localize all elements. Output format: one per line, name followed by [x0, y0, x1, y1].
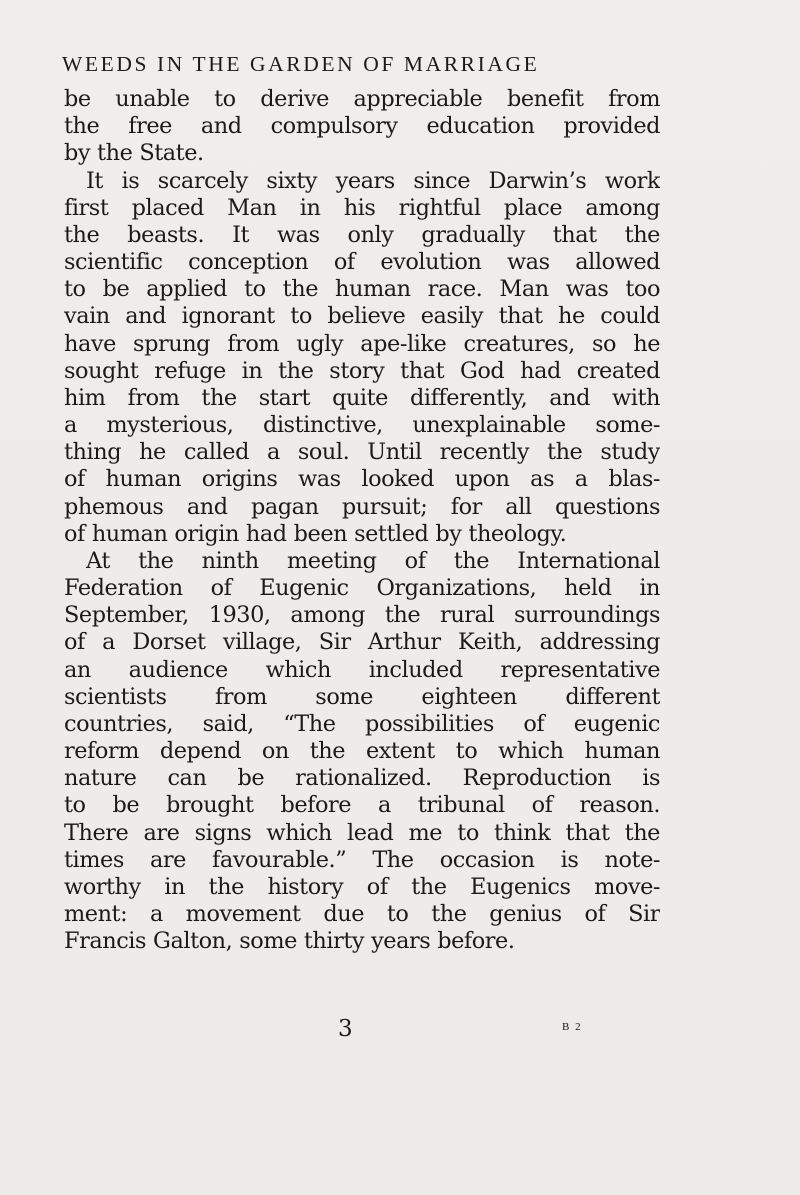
text-line: to be brought before a tribunal of reason.: [64, 792, 660, 819]
text-line: ment: a movement due to the genius of Sir: [64, 901, 660, 928]
text-line: Francis Galton, some thirty years before.: [64, 928, 515, 955]
text-line: scientific conception of evolution was allowed: [64, 249, 660, 276]
text-line: the beasts. It was only gradually that the: [64, 221, 660, 248]
text-line: have sprung from ugly ape-like creatures, so he: [64, 330, 660, 357]
paragraph: [64, 548, 660, 956]
text-line: of a Dorset village, Sir Arthur Keith, addressing: [64, 629, 660, 656]
page-number: 3: [338, 1016, 353, 1042]
text-line: be unable to derive appreciable benefit from: [64, 86, 660, 112]
text-line: scientists from some eighteen different: [64, 683, 660, 710]
text-line: of human origin had been settled by theology.: [64, 520, 567, 547]
signature-mark: B 2: [562, 1021, 583, 1033]
text-line: first placed Man in his rightful place among: [64, 194, 660, 221]
text-line: vain and ignorant to believe easily that he could: [64, 303, 660, 330]
paragraph: [64, 168, 660, 548]
running-head: WEEDS IN THE GARDEN OF MARRIAGE: [62, 52, 540, 76]
text-line: a mysterious, distinctive, unexplainable some-: [64, 412, 660, 439]
text-line: to be applied to the human race. Man was too: [64, 276, 660, 303]
paragraph: [64, 86, 660, 168]
text-line: It is scarcely sixty years since Darwin’s work: [86, 167, 660, 194]
text-line: Federation of Eugenic Organizations, held in: [64, 575, 660, 602]
text-line: There are signs which lead me to think that the: [64, 819, 660, 846]
text-line: an audience which included representative: [64, 656, 660, 683]
text-line: thing he called a soul. Until recently the study: [64, 439, 660, 466]
text-line: nature can be rationalized. Reproduction is: [64, 765, 660, 792]
text-line: him from the start quite differently, and with: [64, 384, 660, 411]
text-line: of human origins was looked upon as a blas-: [64, 466, 660, 493]
text-line: the free and compulsory education provided: [64, 113, 660, 140]
body-text: [64, 86, 660, 956]
text-line: phemous and pagan pursuit; for all questions: [64, 493, 660, 520]
text-line: countries, said, “The possibilities of eugenic: [64, 710, 660, 737]
text-line: sought refuge in the story that God had created: [64, 357, 660, 384]
text-line: worthy in the history of the Eugenics move-: [64, 873, 660, 900]
text-line: September, 1930, among the rural surroundings: [64, 602, 660, 629]
text-line: by the State.: [64, 140, 204, 167]
text-line: At the ninth meeting of the International: [86, 547, 660, 574]
text-line: reform depend on the extent to which human: [64, 738, 660, 765]
text-line: times are favourable.” The occasion is note-: [64, 846, 660, 873]
